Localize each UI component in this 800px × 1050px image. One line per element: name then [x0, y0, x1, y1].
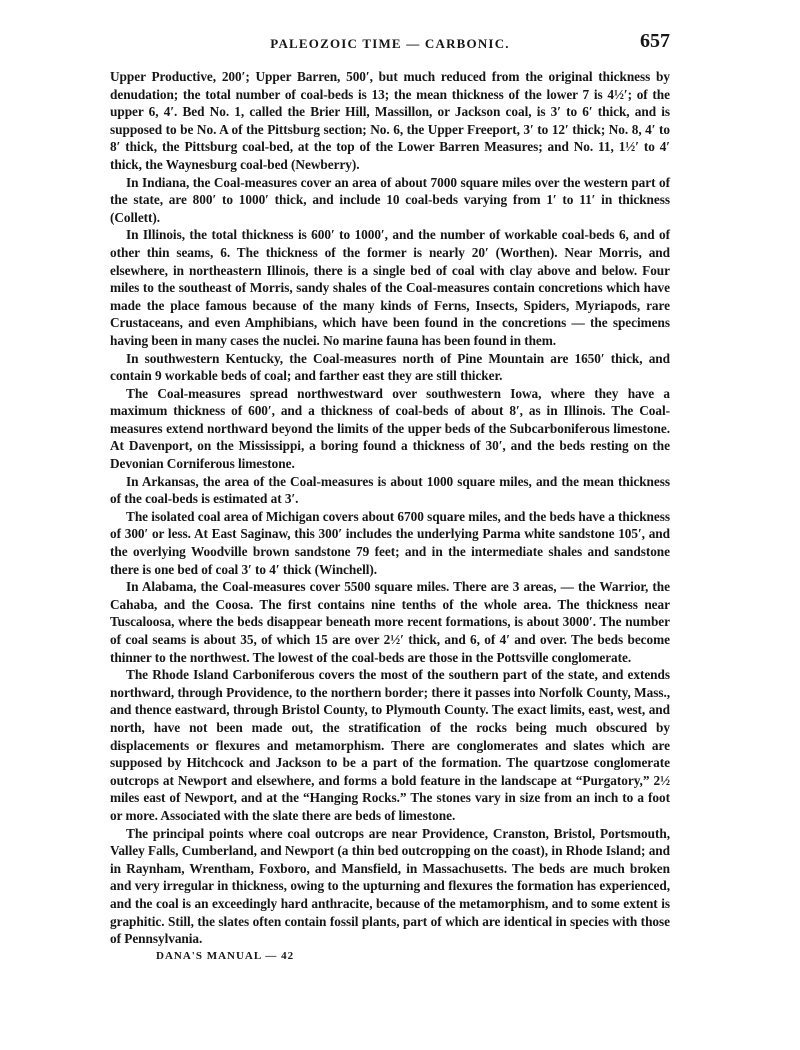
paragraph-indiana: In Indiana, the Coal-measures cover an area of about 7000 square miles over the western part of the state, are 800′ to 1000′ thick, and include 10 coal-beds varying from 1′ to 11′ in thickness (Collett).	[110, 174, 670, 225]
paragraph-illinois: In Illinois, the total thickness is 600′ to 1000′, and the number of workable coal-beds 6, and of other thin seams, 6. The thickness of the former is nearly 20′ (Worthen). Near Morris, and elsewhere, in northeastern Illinois, there is a single bed of coal with clay above and below. Four miles to the southeast of Morris, sandy shales of the Coal-measures contain concretions which have made the place famous because of the many kinds of Ferns, Insects, Spiders, Myriapods, rare Crustaceans, and even Amphibians, which have been found in the concretions — the specimens having been in many cases the nuclei. No marine fauna has been found in them.	[110, 227, 670, 348]
paragraph-arkansas: In Arkansas, the area of the Coal-measures is about 1000 square miles, and the mean thickness of the coal-beds is estimated at 3′.	[110, 473, 670, 507]
running-title: PALEOZOIC TIME — CARBONIC.	[270, 36, 510, 51]
paragraph-kentucky: In southwestern Kentucky, the Coal-measures north of Pine Mountain are 1650′ thick, and contain 9 workable beds of coal; and farther east they are still thicker.	[110, 350, 670, 384]
footer-signature: DANA'S MANUAL — 42	[156, 949, 295, 962]
paragraph-coal-outcrops: The principal points where coal outcrops are near Providence, Cranston, Bristol, Portsmouth, Valley Falls, Cumberland, and Newport (a thin bed outcropping on the coast), in Rhode Island; and in Raynham, Wrentham, Foxboro, and Mansfield, in Massachusetts. The beds are much broken and very irregular in thickness, owing to the upturning and flexures the formation has experienced, and the coal is an exceedingly hard anthracite, because of the metamorphism, and to some extent is graphitic. Still, the slates often contain fossil plants, part of which are identical in species with those of Pennsylvania.	[110, 825, 670, 947]
paragraph-ohio-continued: Upper Productive, 200′; Upper Barren, 500′, but much reduced from the original thickness by denudation; the total number of coal-beds is 13; the mean thickness of the lower 7 is 4½′; of the upper 6, 4′. Bed No. 1, called the Brier Hill, Massillon, or Jackson coal, is 3′ to 6′ thick, and is supposed to be No. A of the Pittsburg section; No. 6, the Upper Freeport, 3′ to 12′ thick; No. 8, 4′ to 8′ thick, the Pittsburg coal-bed, at the top of the Lower Barren Measures; and No. 11, 1½′ to 4′ thick, the Waynesburg coal-bed (Newberry).	[110, 69, 670, 172]
body-text	[110, 68, 670, 948]
paragraph-iowa: The Coal-measures spread northwestward over southwestern Iowa, where they have a maximum thickness of 600′, and a thickness of coal-beds of about 8′, as in Illinois. The Coal-measures extend northward beyond the limits of the upper beds of the Subcarboniferous limestone. At Davenport, on the Mississippi, a boring found a thickness of 30′, and the beds resting on the Devonian Corniferous limestone.	[110, 385, 670, 472]
running-head	[110, 30, 670, 56]
page-number: 657	[640, 30, 670, 52]
paragraph-michigan: The isolated coal area of Michigan covers about 6700 square miles, and the beds have a thickness of 300′ or less. At East Saginaw, this 300′ includes the underlying Parma white sandstone 105′, and the overlying Woodville brown sandstone 79 feet; and in the intermediate shales and sandstone there is one bed of coal 3′ to 4′ thick (Winchell).	[110, 508, 670, 577]
book-page	[110, 30, 670, 962]
paragraph-alabama: In Alabama, the Coal-measures cover 5500 square miles. There are 3 areas, — the Warrior, the Cahaba, and the Coosa. The first contains nine tenths of the whole area. The thickness near Tuscaloosa, where the beds disappear beneath more recent formations, is about 3000′. The number of coal seams is about 35, of which 15 are over 2½′ thick, and 6, of 4′ and over. The beds become thinner to the northwest. The lowest of the coal-beds are those in the Pottsville conglomerate.	[110, 579, 670, 665]
paragraph-rhode-island: The Rhode Island Carboniferous covers the most of the southern part of the state, and extends northward, through Providence, to the northern border; there it passes into Norfolk County, Mass., and thence eastward, through Bristol County, to Plymouth County. The exact limits, east, west, and north, have not been made out, the stratification of the rocks being much obscured by displacements or flexures and metamorphism. There are conglomerates and slates which are supposed by Hitchcock and Jackson to be a part of the formation. The quartzose conglomerate outcrops at Newport and elsewhere, and forms a bold feature in the landscape at “Purgatory,” 2½ miles east of Newport, and at the “Hanging Rocks.” The stones vary in size from an inch to a foot or more. Associated with the slate there are beds of limestone.	[110, 667, 670, 823]
